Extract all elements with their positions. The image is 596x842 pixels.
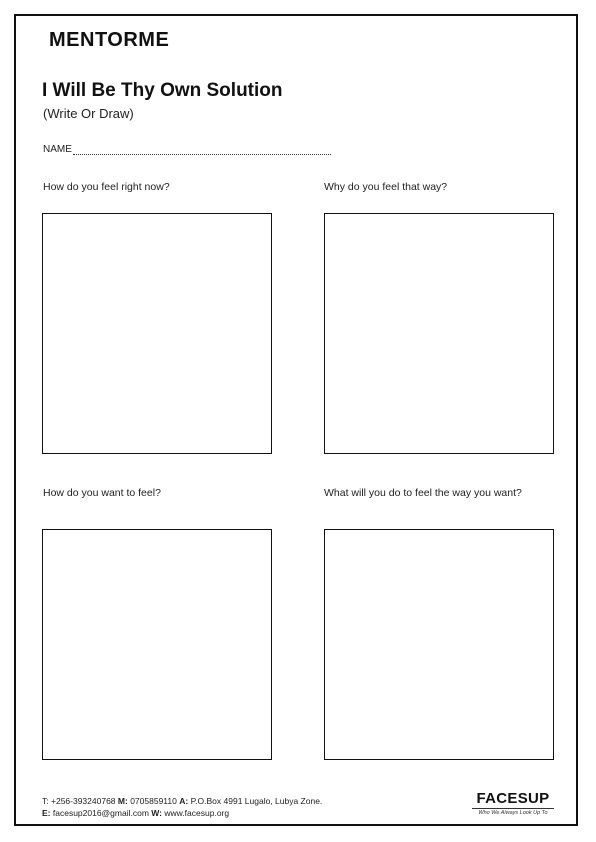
logo-name: FACESUP xyxy=(476,790,550,807)
website-label: W: xyxy=(151,808,162,818)
page-title: I Will Be Thy Own Solution xyxy=(42,80,283,101)
facesup-logo xyxy=(472,791,554,816)
answer-box-2[interactable] xyxy=(324,213,554,454)
mobile-value: 0705859110 xyxy=(130,796,177,806)
question-2: Why do you feel that way? xyxy=(324,181,448,193)
brand-logo: MENTORME xyxy=(49,29,170,51)
phone-value: +256-393240768 xyxy=(51,796,116,806)
email-value[interactable]: facesup2016@gmail.com xyxy=(52,808,149,818)
address-label: A: xyxy=(179,796,189,806)
question-3: How do you want to feel? xyxy=(43,487,161,499)
answer-box-4[interactable] xyxy=(324,529,554,760)
page-subtitle: (Write Or Draw) xyxy=(43,106,134,121)
footer-line-1 xyxy=(42,795,322,807)
name-field[interactable] xyxy=(43,144,331,155)
website-value[interactable]: www.facesup.org xyxy=(164,808,230,818)
logo-tagline: Who We Always Look Up To xyxy=(472,808,554,816)
mobile-label: M: xyxy=(117,796,128,806)
contact-footer xyxy=(42,795,322,819)
question-4: What will you do to feel the way you want? xyxy=(324,487,522,499)
answer-box-3[interactable] xyxy=(42,529,272,760)
answer-box-1[interactable] xyxy=(42,213,272,454)
name-dotted-line xyxy=(73,145,331,155)
email-label: E: xyxy=(42,808,51,818)
phone-label: T: xyxy=(42,796,49,806)
address-value: P.O.Box 4991 Lugalo, Lubya Zone. xyxy=(190,796,323,806)
question-1: How do you feel right now? xyxy=(43,181,170,193)
name-label: NAME xyxy=(43,144,72,155)
footer-line-2 xyxy=(42,807,322,819)
